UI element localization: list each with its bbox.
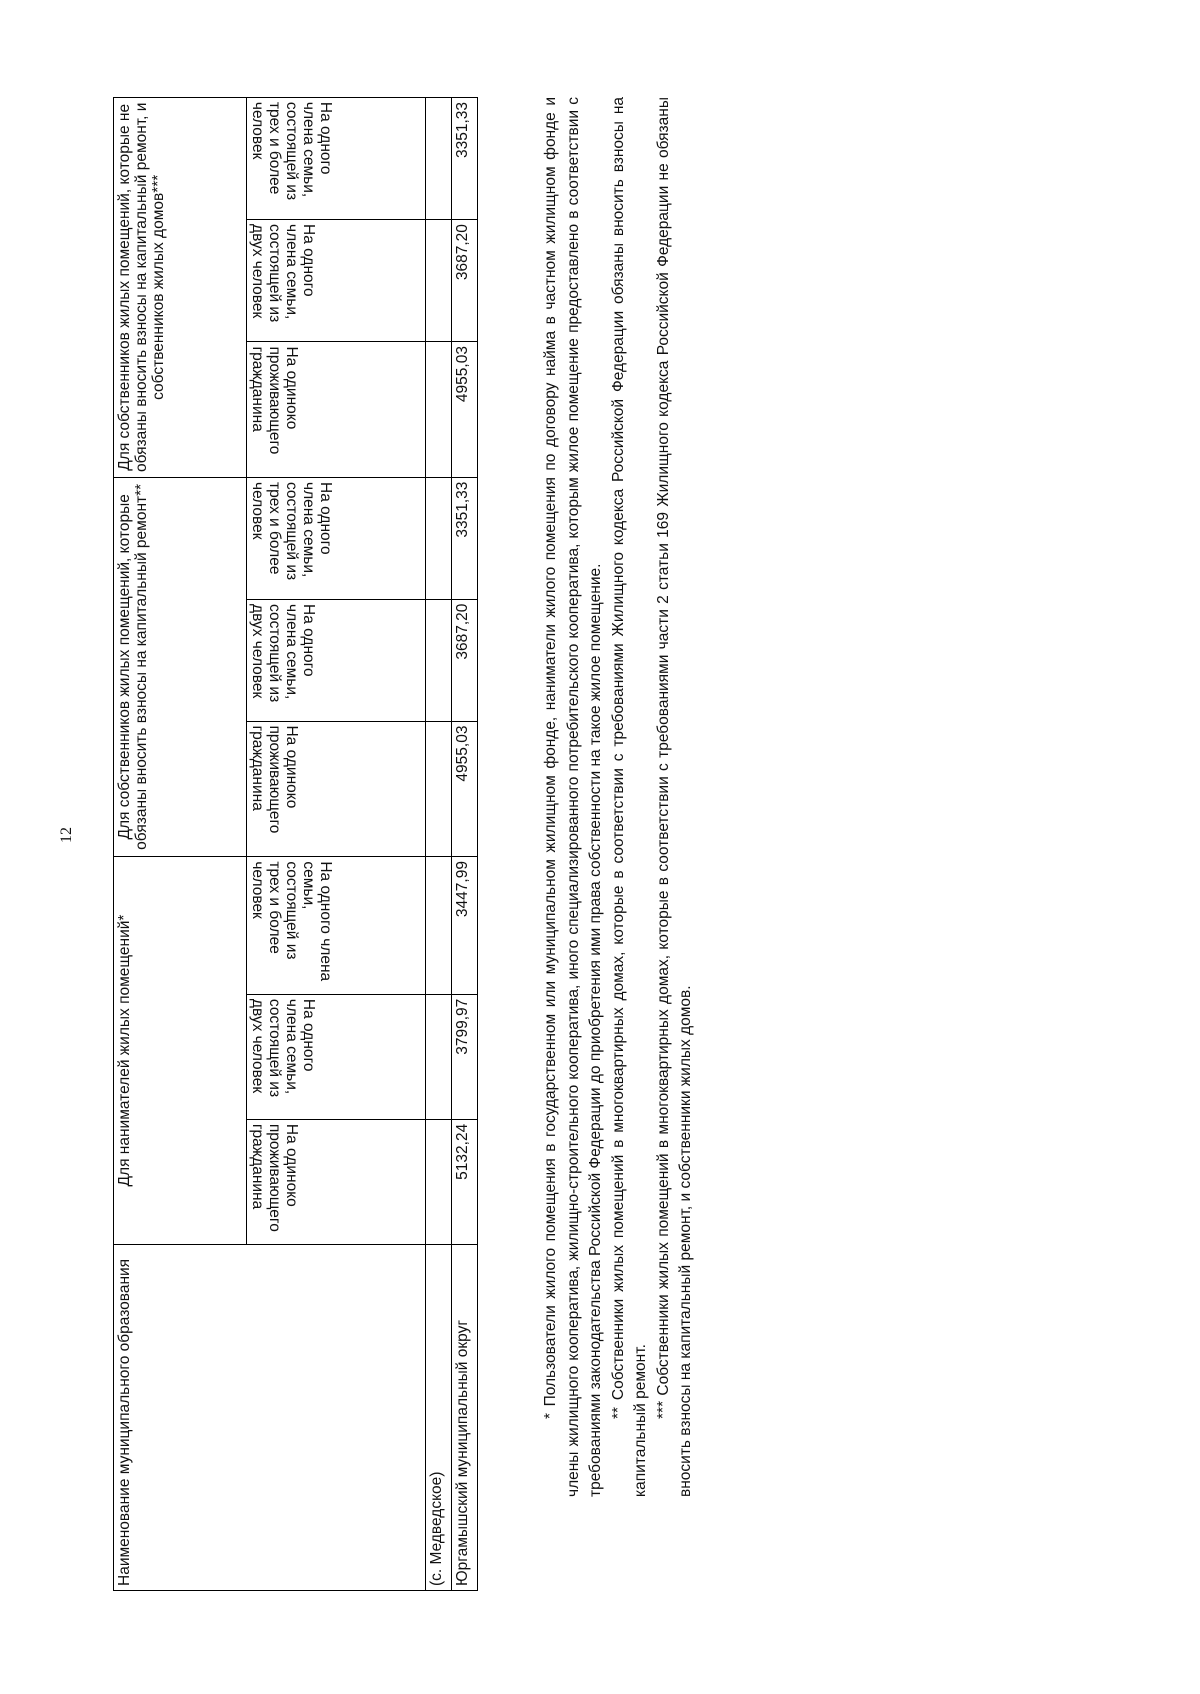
header-group-tenants: Для нанимателей жилых помещений* [114, 857, 247, 1245]
subheader-two: На одного члена семьи, состоящей из двух человек [247, 220, 426, 342]
table-row [426, 98, 452, 1591]
cell: 3799,97 [452, 994, 478, 1119]
cell: 4955,03 [452, 721, 478, 857]
cell [426, 1119, 452, 1244]
subheader-three-plus: На одного члена семьи, состоящей из трех и более человек [247, 98, 426, 220]
row-name: (с. Медведское) [426, 1244, 452, 1590]
cell [426, 599, 452, 721]
cell [426, 721, 452, 857]
subheader-single: На одиноко проживающего гражданина [247, 342, 426, 478]
subheader-three-plus: На одного члена семьи, состоящей из трех и более человек [247, 477, 426, 599]
header-row-groups [114, 98, 247, 1591]
cell [426, 857, 452, 995]
header-municipality: Наименование муниципального образования [114, 1244, 426, 1590]
cell: 5132,24 [452, 1119, 478, 1244]
cell [426, 98, 452, 220]
footnote-2: ** Собственники жилых помещений в многоквартирных домах, которые в соответствии с требованиями Жилищного кодекса Российской Федерации обязаны вносить взносы на капитальный ремонт. [609, 97, 649, 1497]
subheader-single: На одиноко проживающего гражданина [247, 721, 426, 857]
cell: 3447,99 [452, 857, 478, 995]
row-name: Юргамышский муниципальный округ [452, 1244, 478, 1590]
cell: 3687,20 [452, 220, 478, 342]
cell: 3351,33 [452, 477, 478, 599]
cell [426, 342, 452, 478]
header-group-owners-obliged: Для собственников жилых помещений, которые обязаны вносить взносы на капитальный ремонт** [114, 477, 247, 856]
cell [426, 477, 452, 599]
subheader-three-plus: На одного члена семьи, состоящей из трех и более человек [247, 857, 426, 995]
page-number: 12 [58, 827, 75, 843]
rates-table [113, 97, 478, 1591]
subheader-single: На одиноко проживающего гражданина [247, 1119, 426, 1244]
footnote-3: *** Собственники жилых помещений в многоквартирных домах, которые в соответствии с требованиями части 2 статьи 169 Жилищного кодекса Российской Федерации не обязаны вносить взносы на капитальный ремонт, и собственники жилых домов. [654, 97, 694, 1497]
footnotes [540, 97, 698, 1497]
cell [426, 994, 452, 1119]
subheader-two: На одного члена семьи, состоящей из двух человек [247, 599, 426, 721]
cell: 3351,33 [452, 98, 478, 220]
subheader-two: На одного члена семьи, состоящей из двух человек [247, 994, 426, 1119]
cell: 3687,20 [452, 599, 478, 721]
cell: 4955,03 [452, 342, 478, 478]
header-group-owners-not-obliged: Для собственников жилых помещений, которые не обязаны вносить взносы на капитальный ремонт, и собственников жилых домов*** [114, 98, 247, 478]
footnote-1: * Пользователи жилого помещения в государственном или муниципальном жилищном фонде, наниматели жилого помещения по договору найма в частном жилищном фонде и члены жилищного кооператива, жилищно-строительного кооператива, иного специализированного потребительского кооператива, которым жилое помещение предоставлено в соответствии с требованиями законодательства Российской Федерации до приобретения ими права собственности на такое жилое помещение. [542, 97, 604, 1497]
cell [426, 220, 452, 342]
table-row [452, 98, 478, 1591]
